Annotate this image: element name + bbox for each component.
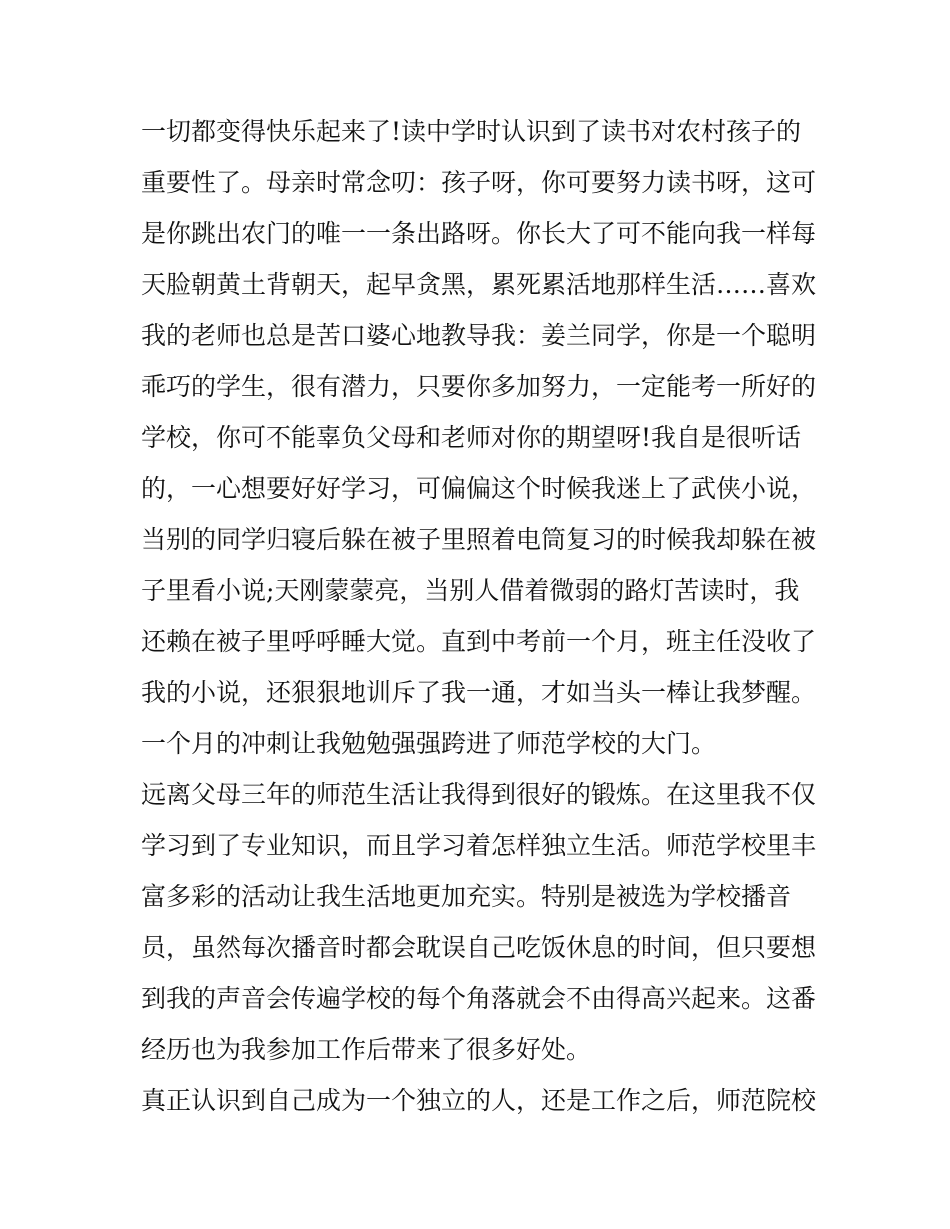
text-line-19: 经历也为我参加工作后带来了很多好处。	[141, 1035, 592, 1064]
text-line-14: 远离父母三年的师范生活让我得到很好的锻炼。在这里我不仅	[141, 780, 817, 809]
text-line-6: 乖巧的学生，很有潜力，只要你多加努力，一定能考一所好的	[141, 372, 817, 401]
text-line-10: 子里看小说;天刚蒙蒙亮，当别人借着微弱的路灯苦读时，我	[141, 576, 800, 605]
text-line-12: 我的小说，还狠狠地训斥了我一通，才如当头一棒让我梦醒。	[141, 678, 817, 707]
text-line-3: 是你跳出农门的唯一一条出路呀。你长大了可不能向我一样每	[141, 219, 817, 248]
text-line-4: 天脸朝黄土背朝天，起早贪黑，累死累活地那样生活……喜欢	[141, 270, 817, 299]
text-line-1: 一切都变得快乐起来了!读中学时认识到了读书对农村孩子的	[141, 117, 802, 146]
text-line-5: 我的老师也总是苦口婆心地教导我：姜兰同学，你是一个聪明	[141, 321, 817, 350]
text-line-13: 一个月的冲刺让我勉勉强强跨进了师范学校的大门。	[141, 729, 717, 758]
text-line-8: 的，一心想要好好学习，可偏偏这个时候我迷上了武侠小说，	[141, 474, 817, 503]
text-line-9: 当别的同学归寝后躲在被子里照着电筒复习的时候我却躲在被	[141, 525, 817, 554]
text-line-2: 重要性了。母亲时常念叨：孩子呀，你可要努力读书呀，这可	[141, 168, 817, 197]
text-line-15: 学习到了专业知识，而且学习着怎样独立生活。师范学校里丰	[141, 831, 817, 860]
text-line-11: 还赖在被子里呼呼睡大觉。直到中考前一个月，班主任没收了	[141, 627, 817, 656]
text-line-18: 到我的声音会传遍学校的每个角落就会不由得高兴起来。这番	[141, 984, 817, 1013]
text-line-20: 真正认识到自己成为一个独立的人，还是工作之后，师范院校	[141, 1086, 817, 1115]
text-line-7: 学校，你可不能辜负父母和老师对你的期望呀!我自是很听话	[141, 423, 802, 452]
document-body	[141, 106, 821, 1126]
text-line-17: 员，虽然每次播音时都会耽误自己吃饭休息的时间，但只要想	[141, 933, 817, 962]
text-line-16: 富多彩的活动让我生活地更加充实。特别是被选为学校播音	[141, 882, 792, 911]
